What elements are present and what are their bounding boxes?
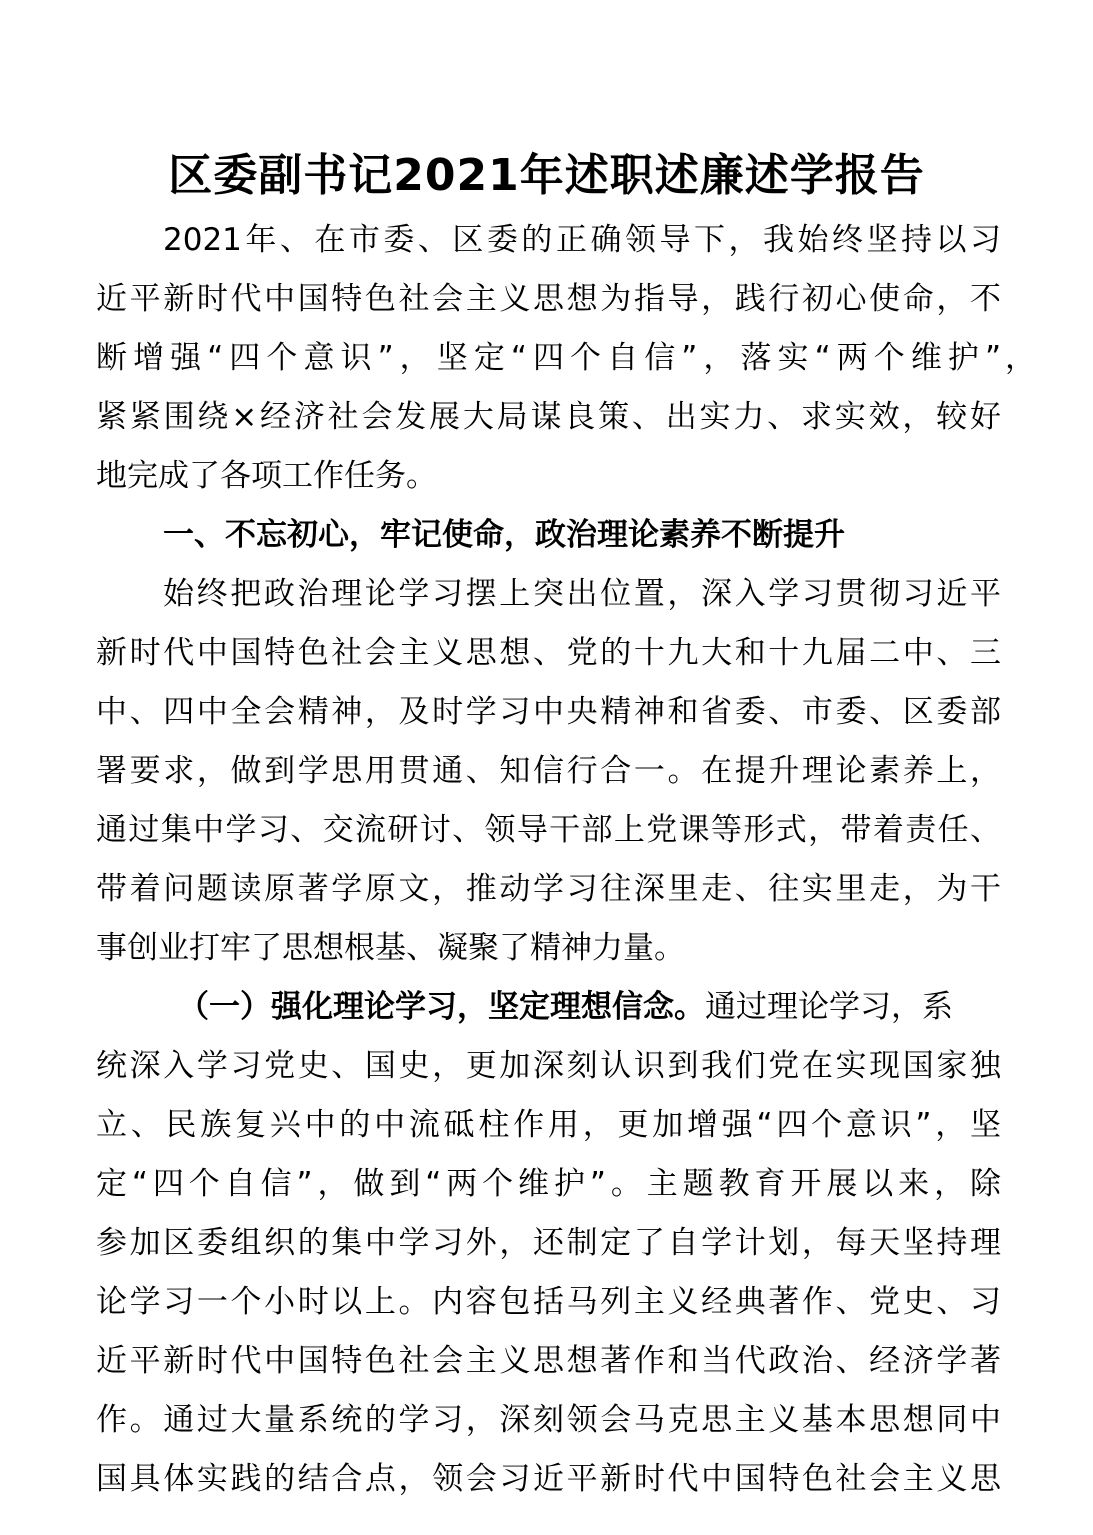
subsection-lead-text: 通过理论学习，系 (705, 989, 953, 1025)
paragraph-line: 通过集中学习、交流研讨、领导干部上党课等形式，带着责任、 (96, 812, 1001, 848)
subsection-line (178, 985, 1001, 1029)
paragraph-line: 作。通过大量系统的学习，深刻领会马克思主义基本思想同中 (96, 1402, 1001, 1438)
paragraph-line: 论学习一个小时以上。内容包括马列主义经典著作、党史、习 (96, 1284, 1001, 1320)
dangling-comma: ， (1005, 340, 1036, 376)
paragraph-line: 紧紧围绕×经济社会发展大局谋良策、出实力、求实效，较好 (96, 399, 1001, 435)
paragraph-line: 带着问题读原著学原文，推动学习往深里走、往实里走，为干 (96, 871, 1001, 907)
paragraph-line: 参加区委组织的集中学习外，还制定了自学计划，每天坚持理 (96, 1225, 1001, 1261)
paragraph-line: 近平新时代中国特色社会主义思想著作和当代政治、经济学著 (96, 1343, 1001, 1379)
paragraph-line: 地完成了各项工作任务。 (96, 458, 437, 494)
paragraph-line: 事创业打牢了思想根基、凝聚了精神力量。 (96, 930, 685, 966)
section-heading: 一、不忘初心，牢记使命，政治理论素养不断提升 (163, 517, 845, 553)
paragraph-line: 中、四中全会精神，及时学习中央精神和省委、市委、区委部 (96, 694, 1001, 730)
paragraph-line: 2021年、在市委、区委的正确领导下，我始终坚持以习 (163, 222, 1001, 258)
paragraph-line: 统深入学习党史、国史，更加深刻认识到我们党在实现国家独 (96, 1048, 1001, 1084)
paragraph-line: 近平新时代中国特色社会主义思想为指导，践行初心使命，不 (96, 281, 1001, 317)
document-title: 区委副书记2021年述职述廉述学报告 (168, 150, 925, 201)
paragraph-line: 国具体实践的结合点，领会习近平新时代中国特色社会主义思 (96, 1461, 1001, 1497)
paragraph-line: 新时代中国特色社会主义思想、党的十九大和十九届二中、三 (96, 635, 1001, 671)
paragraph-line: 署要求，做到学思用贯通、知信行合一。在提升理论素养上， (96, 753, 1001, 789)
paragraph-line: 立、民族复兴中的中流砥柱作用，更加增强“四个意识”，坚 (96, 1107, 1001, 1143)
paragraph-line: 定“四个自信”，做到“两个维护”。主题教育开展以来，除 (96, 1166, 1001, 1202)
paragraph-line: 始终把政治理论学习摆上突出位置，深入学习贯彻习近平 (163, 576, 1001, 612)
paragraph-line: 断增强“四个意识”，坚定“四个自信”，落实“两个维护” (96, 340, 1001, 376)
subsection-heading: （一）强化理论学习，坚定理想信念。 (178, 989, 705, 1025)
